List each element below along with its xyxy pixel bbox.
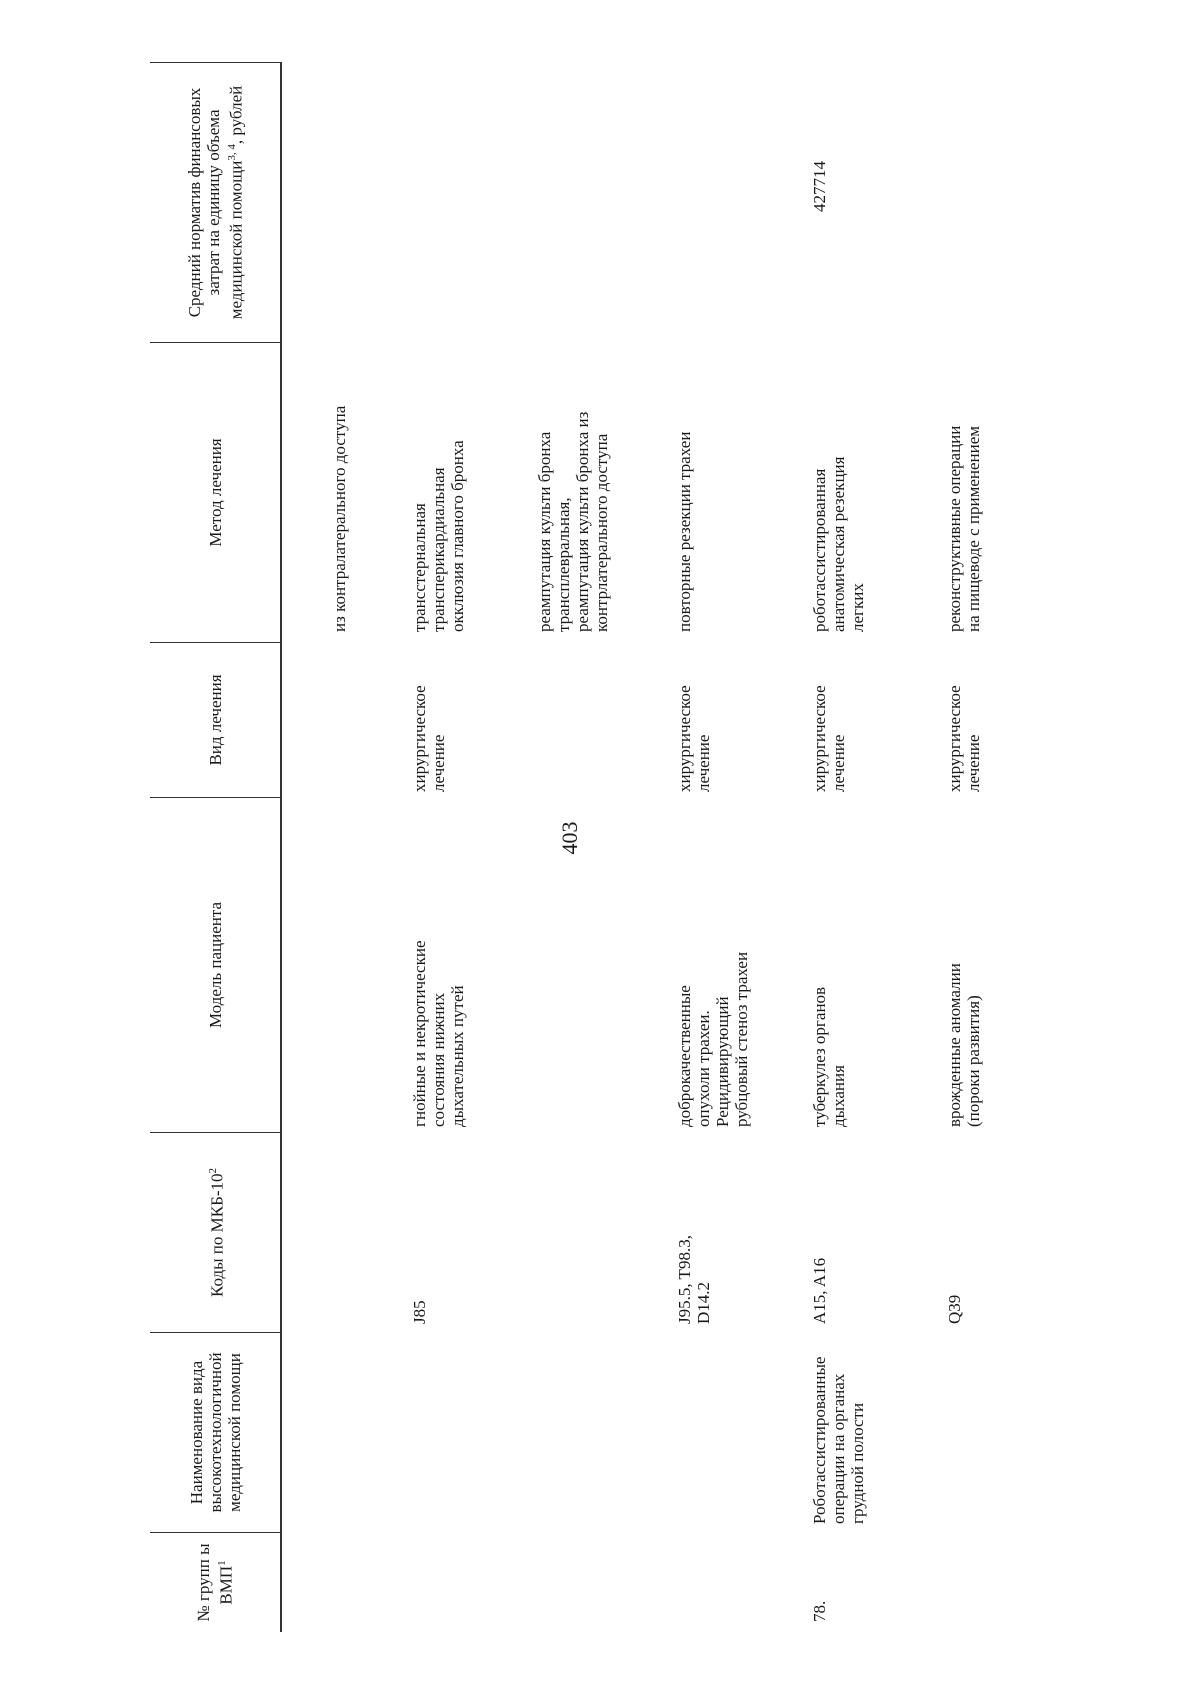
row-2-method: реампутация культи бронха трансплевральная, реампутация культи бронха из контрлатерального доступа [535, 411, 611, 632]
row-1-method: трансстернальная трансперикардиальная окклюзия главного бронха [410, 440, 467, 632]
header-name: Наименование вида высокотехнологичной медицинской помощи [150, 1332, 280, 1532]
row-0-method: из контралатерального доступа [330, 405, 349, 632]
row-4-method: роботассистированная анатомическая резекция легких [810, 456, 867, 632]
row-5-type: хирургическое лечение [945, 685, 983, 792]
row-1-icd: J85 [410, 1300, 429, 1324]
row-4-no: 78. [810, 1600, 829, 1622]
header-cost: Средний норматив финансовых затрат на единицу объема медицинской помощи$^{3, 4}$, рублей [150, 62, 280, 342]
row-3-model: доброкачественные опухоли трахеи. Рецидивирующий рубцовый стеноз трахеи [675, 951, 751, 1127]
row-1-type: хирургическое лечение [410, 685, 448, 792]
header-group-no: № групп ы ВМП$^1$ [150, 1532, 280, 1632]
row-5-method: реконструктивные операции на пищеводе с применением [945, 425, 983, 632]
row-4-icd: A15, A16 [810, 1257, 829, 1324]
header-patient-model: Модель пациента [150, 797, 280, 1132]
row-4-name: Роботассистированные операции на органах грудной полости [810, 1356, 867, 1524]
row-5-icd: Q39 [945, 1294, 964, 1324]
row-3-icd: J95.5, T98.3, D14.2 [675, 1235, 713, 1324]
header-icd: Коды по МКБ-$10^2$ [150, 1132, 280, 1332]
row-4-type: хирургическое лечение [810, 685, 848, 792]
row-3-type: хирургическое лечение [675, 685, 713, 792]
header-divider [280, 62, 282, 1632]
row-5-model: врожденные аномалии (пороки развития) [945, 963, 983, 1127]
row-3-method: повторные резекции трахеи [675, 431, 694, 632]
page-number: 403 [557, 821, 582, 855]
header-method: Метод лечения [150, 342, 280, 642]
row-1-model: гнойные и некротические состояния нижних дыхательных путей [410, 940, 467, 1127]
header-treatment-type: Вид лечения [150, 642, 280, 797]
row-4-cost: 427714 [810, 161, 829, 212]
row-4-model: туберкулез органов дыхания [810, 986, 848, 1127]
